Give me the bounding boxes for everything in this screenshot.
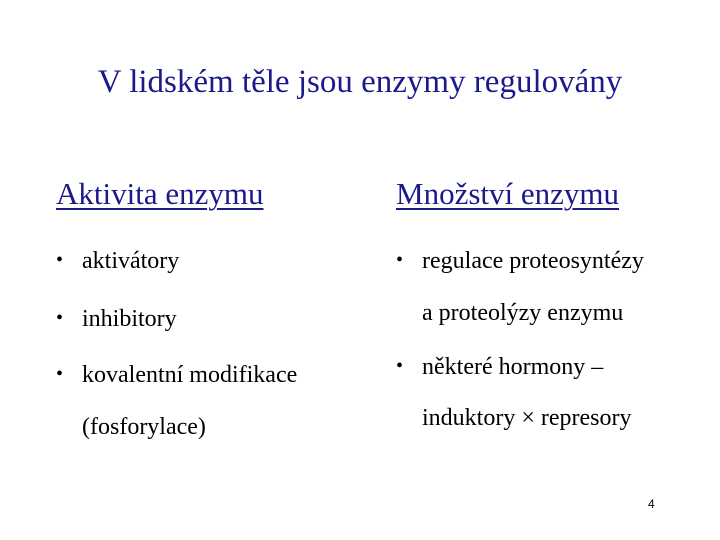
list-item bbox=[396, 248, 644, 275]
list-item-text: aktivátory bbox=[82, 248, 180, 274]
list-item-continuation: induktory × represory bbox=[422, 405, 632, 431]
right-column-heading: Množství enzymu bbox=[396, 176, 619, 211]
list-item-text: některé hormony – bbox=[422, 354, 604, 380]
list-item bbox=[56, 362, 297, 389]
list-item-text: regulace proteosyntézy bbox=[422, 248, 644, 274]
bullet-icon: • bbox=[396, 355, 404, 377]
list-item bbox=[396, 354, 603, 381]
list-item-continuation: (fosforylace) bbox=[82, 414, 206, 440]
list-item-text: inhibitory bbox=[82, 306, 177, 332]
left-column-heading: Aktivita enzymu bbox=[56, 176, 264, 211]
bullet-icon: • bbox=[396, 249, 404, 271]
slide-title: V lidském těle jsou enzymy regulovány bbox=[97, 64, 623, 100]
bullet-icon: • bbox=[56, 363, 64, 385]
list-item bbox=[56, 306, 177, 333]
bullet-icon: • bbox=[56, 249, 64, 271]
bullet-icon: • bbox=[56, 307, 64, 329]
list-item-continuation: a proteolýzy enzymu bbox=[422, 300, 624, 326]
list-item bbox=[56, 248, 179, 275]
list-item-text: kovalentní modifikace bbox=[82, 362, 298, 388]
page-number: 4 bbox=[648, 497, 655, 511]
